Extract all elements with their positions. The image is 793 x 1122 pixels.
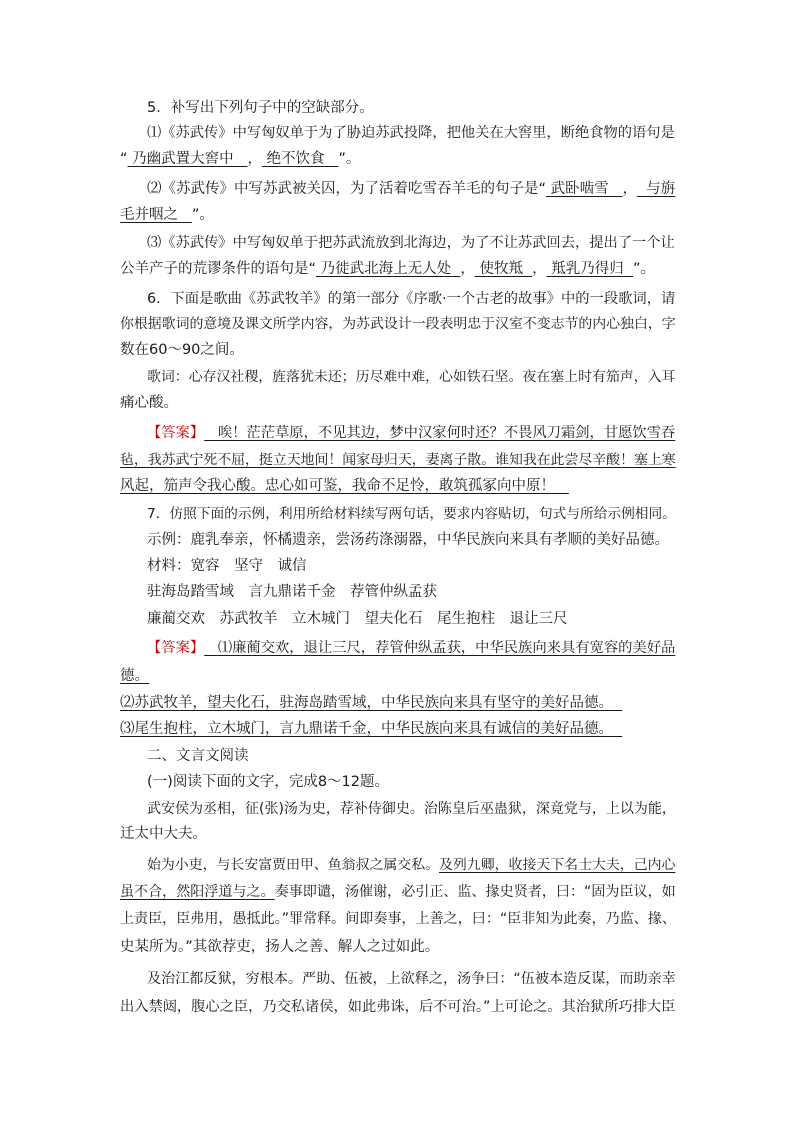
q7-material: 驻海岛踏雪域 言九鼎诺千金 荐管仲纵孟获	[147, 584, 437, 600]
passage-text: 迁太中大夫。	[120, 826, 207, 842]
passage-text: 武安侯为丞相，征(张)汤为史，荐补侍御史。治陈皇后巫蛊狱，深竟党与，上以为能，	[147, 801, 676, 817]
q6-text: 你根据歌词的意境及课文所学内容，为苏武设计一段表明忠于汉室不变志节的内心独白，字	[120, 316, 676, 332]
blank-answer: 与旃	[646, 181, 676, 197]
q5-3-answer-line	[120, 257, 655, 281]
text: 始为小吏，与长安富贾田甲、鱼翁叔之属交私。	[147, 857, 440, 873]
q7-answer	[147, 636, 675, 660]
blank-answer: 羝乳乃得归	[551, 261, 624, 277]
underlined-sentence: 虽不合，然阳浮道与之。	[120, 884, 275, 900]
passage-text: 出入禁闼，腹心之臣，乃交私诸侯，如此弗诛，后不可治。”上可论之。其治狱所巧排大臣	[120, 999, 676, 1015]
q6-answer	[147, 421, 675, 445]
answer-text: ⑵苏武牧羊，望夫化石，驻海岛踏雪域，中华民族向来具有坚守的美好品德。	[120, 695, 613, 711]
q5-2-text	[147, 177, 675, 201]
q7-answer-text	[120, 691, 622, 715]
answer-text: ⑶尾生抱柱，立木城门，言九鼎诺千金，中华民族向来具有诚信的美好品德。	[120, 721, 613, 737]
text: ”。	[633, 261, 656, 277]
q5-heading: 5．补写出下列句子中的空缺部分。	[147, 100, 374, 116]
text: “	[120, 151, 128, 167]
passage-text: 史某所为。”其欲荐吏，扬人之善、解人之过如此。	[120, 939, 440, 955]
q7-answer-text: 德。	[120, 668, 149, 684]
q5-1-answer-line	[120, 147, 360, 171]
text: ，	[460, 261, 475, 277]
q6-lyrics: 歌词：心存汉社稷，旌落犹未还；历尽难中难，心如铁石坚。夜在塞上时有笳声，入耳	[147, 369, 676, 385]
q7-material: 材料：宽容 坚守 诚信	[147, 558, 307, 574]
passage-text	[147, 853, 675, 877]
passage-instruction: (一)阅读下面的文字，完成8～12题。	[147, 774, 389, 790]
q6-answer-text	[120, 474, 569, 498]
q7-example: 示例：鹿乳奉亲，怀橘遗亲，尝汤药涤溺器，中华民族向来具有孝顺的美好品德。	[147, 532, 669, 548]
text: ，	[532, 261, 547, 277]
q5-1-text: ⑴《苏武传》中写匈奴单于为了胁迫苏武投降，把他关在大窖里，断绝食物的语句是	[147, 125, 675, 141]
answer-text: 风起，笳声令我心酸。忠心如可鉴，我命不足怜，敢筑孤冢向中原！	[120, 478, 555, 494]
text: ，	[247, 151, 262, 167]
passage-text: 及治江都反狱，穷根本。严助、伍被，上欲释之，汤争曰：“伍被本造反谋，而助亲幸	[147, 971, 676, 987]
q7-heading: 7．仿照下面的示例，利用所给材料续写两句话，要求内容贴切，句式与所给示例相同。	[147, 506, 676, 522]
answer-text: 唉！茫茫草原，不见其边，梦中汉家何时还？不畏风刀霜剑，甘愿饮雪吞	[217, 425, 676, 441]
blank-answer: 武卧啮雪	[550, 181, 609, 197]
q7-answer-text	[120, 717, 622, 741]
text: 奏事即谴，汤催谢，必引正、监、掾史贤者，曰：“固为臣议，如	[274, 884, 676, 900]
section-heading: 二、文言文阅读	[147, 748, 249, 764]
answer-text: ⑴廉蔺交欢，退让三尺，荐管仲纵孟获，中华民族向来具有宽容的美好品	[217, 640, 676, 656]
q5-3-text: ⑶《苏武传》中写匈奴单于把苏武流放到北海边，为了不让苏武回去，提出了一个让	[147, 235, 675, 251]
blank-answer: 绝不饮食	[266, 151, 325, 167]
blank-answer: 乃徙武北海上无人处	[320, 261, 452, 277]
text: ”。	[191, 207, 214, 223]
blank-answer: 使牧羝	[479, 261, 523, 277]
passage-text	[120, 880, 676, 904]
answer-label: 【答案】	[147, 425, 205, 441]
q6-heading: 6．下面是歌曲《苏武牧羊》的第一部分《序歌·一个古老的故事》中的一段歌词，请	[147, 291, 676, 307]
answer-label: 【答案】	[147, 640, 205, 656]
q6-lyrics: 痛心酸。	[120, 395, 178, 411]
text: 公羊产子的荒谬条件的语句是“	[120, 261, 317, 277]
q6-text: 数在60～90之间。	[120, 342, 244, 358]
q7-material: 廉蔺交欢 苏武牧羊 立木城门 望夫化石 尾生抱柱 退让三尺	[147, 611, 568, 627]
blank-answer: 毛并咽之	[120, 207, 178, 223]
text: ⑵《苏武传》中写苏武被关囚，为了活着吃雪吞羊毛的句子是“	[147, 181, 547, 197]
q5-2-continued	[120, 203, 214, 227]
underlined-sentence: 及列九卿，收接天下名士大夫，己内心	[439, 857, 676, 873]
q6-answer-text: 毡，我苏武宁死不屈，挺立天地间！闻家母归天，妻离子散。谁知我在此尝尽辛酸！塞上寒	[120, 452, 676, 468]
blank-answer: 乃幽武置大窖中	[132, 151, 234, 167]
passage-text: 上责臣，臣弗用，愚抵此。”罪常释。间即奏事，上善之，曰：“臣非知为此奏，乃监、掾、	[120, 911, 676, 927]
text: ”。	[338, 151, 361, 167]
text: ，	[622, 181, 637, 197]
